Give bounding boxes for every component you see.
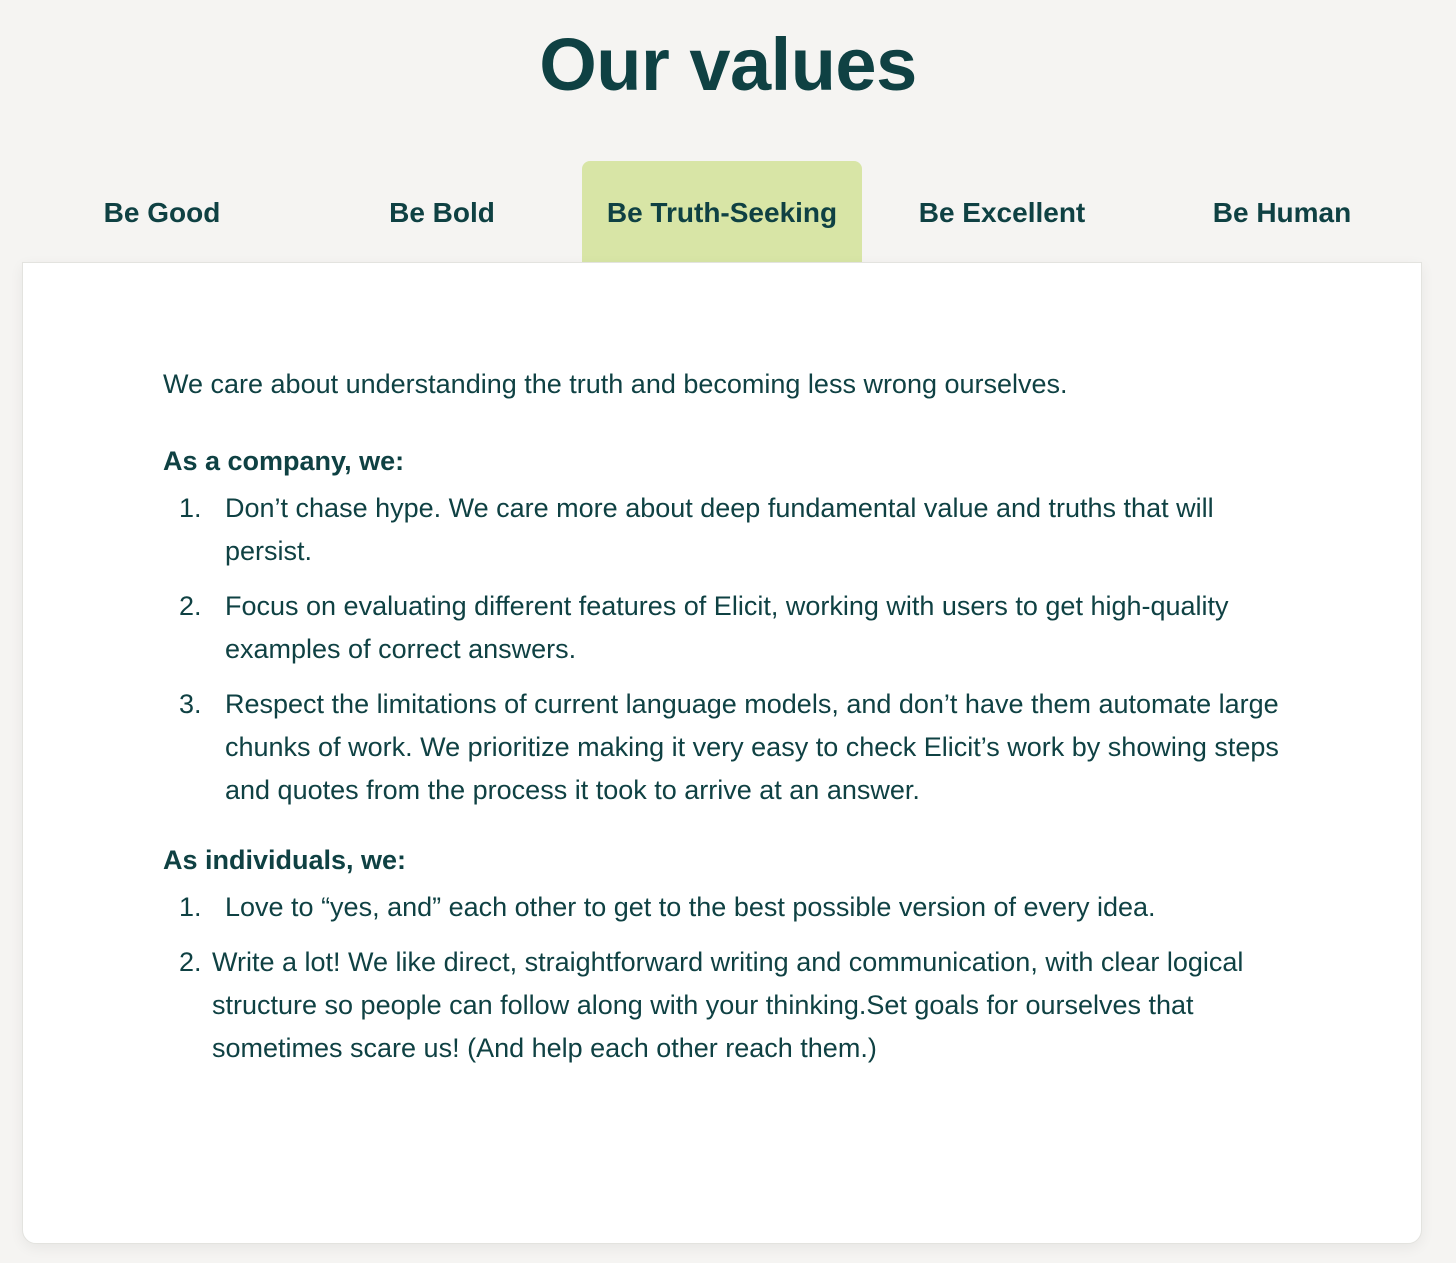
list-item [163, 941, 1303, 1070]
tab-be-good[interactable]: Be Good [103, 196, 221, 228]
company-list [163, 487, 1303, 812]
tab-be-human[interactable]: Be Human [1212, 196, 1352, 228]
list-item-text: Don’t chase hype. We care more about deep fundamental value and truths that will persist. [225, 493, 1214, 566]
tab-panel [22, 262, 1422, 1244]
list-item-number: 1. [179, 493, 202, 523]
tab-be-bold[interactable]: Be Bold [389, 196, 495, 228]
tab-be-excellent[interactable]: Be Excellent [918, 196, 1086, 228]
list-item-number: 2. [179, 591, 202, 621]
company-heading: As a company, we: [163, 446, 405, 476]
individuals-list [163, 886, 1303, 1070]
list-item-text: Write a lot! We like direct, straightforward writing and communication, with clear logical structure so people can follow along with your thinking.Set goals for ourselves that sometimes scare us! (And help each other reach them.) [212, 947, 1244, 1063]
list-item-number: 2. [179, 947, 202, 977]
list-item [163, 585, 1303, 671]
list-item-text: Focus on evaluating different features of Elicit, working with users to get high-quality examples of correct answers. [225, 591, 1229, 664]
list-item-number: 3. [179, 689, 202, 719]
values-tab-bar [22, 161, 1422, 262]
list-item [163, 886, 1303, 929]
list-item-text: Love to “yes, and” each other to get to the best possible version of every idea. [225, 892, 1156, 922]
list-item [163, 683, 1303, 812]
individuals-heading: As individuals, we: [163, 845, 407, 875]
list-item [163, 487, 1303, 573]
list-item-number: 1. [179, 892, 202, 922]
page-title: Our values [539, 23, 917, 106]
tab-panel-content [163, 363, 1303, 1097]
intro-text: We care about understanding the truth and becoming less wrong ourselves. [163, 369, 1068, 399]
list-item-text: Respect the limitations of current language models, and don’t have them automate large chunks of work. We prioritize making it very easy to check Elicit’s work by showing steps and quotes from the process it took to arrive at an answer. [225, 689, 1279, 805]
tab-be-truth-seeking[interactable]: Be Truth-Seeking [582, 161, 862, 262]
